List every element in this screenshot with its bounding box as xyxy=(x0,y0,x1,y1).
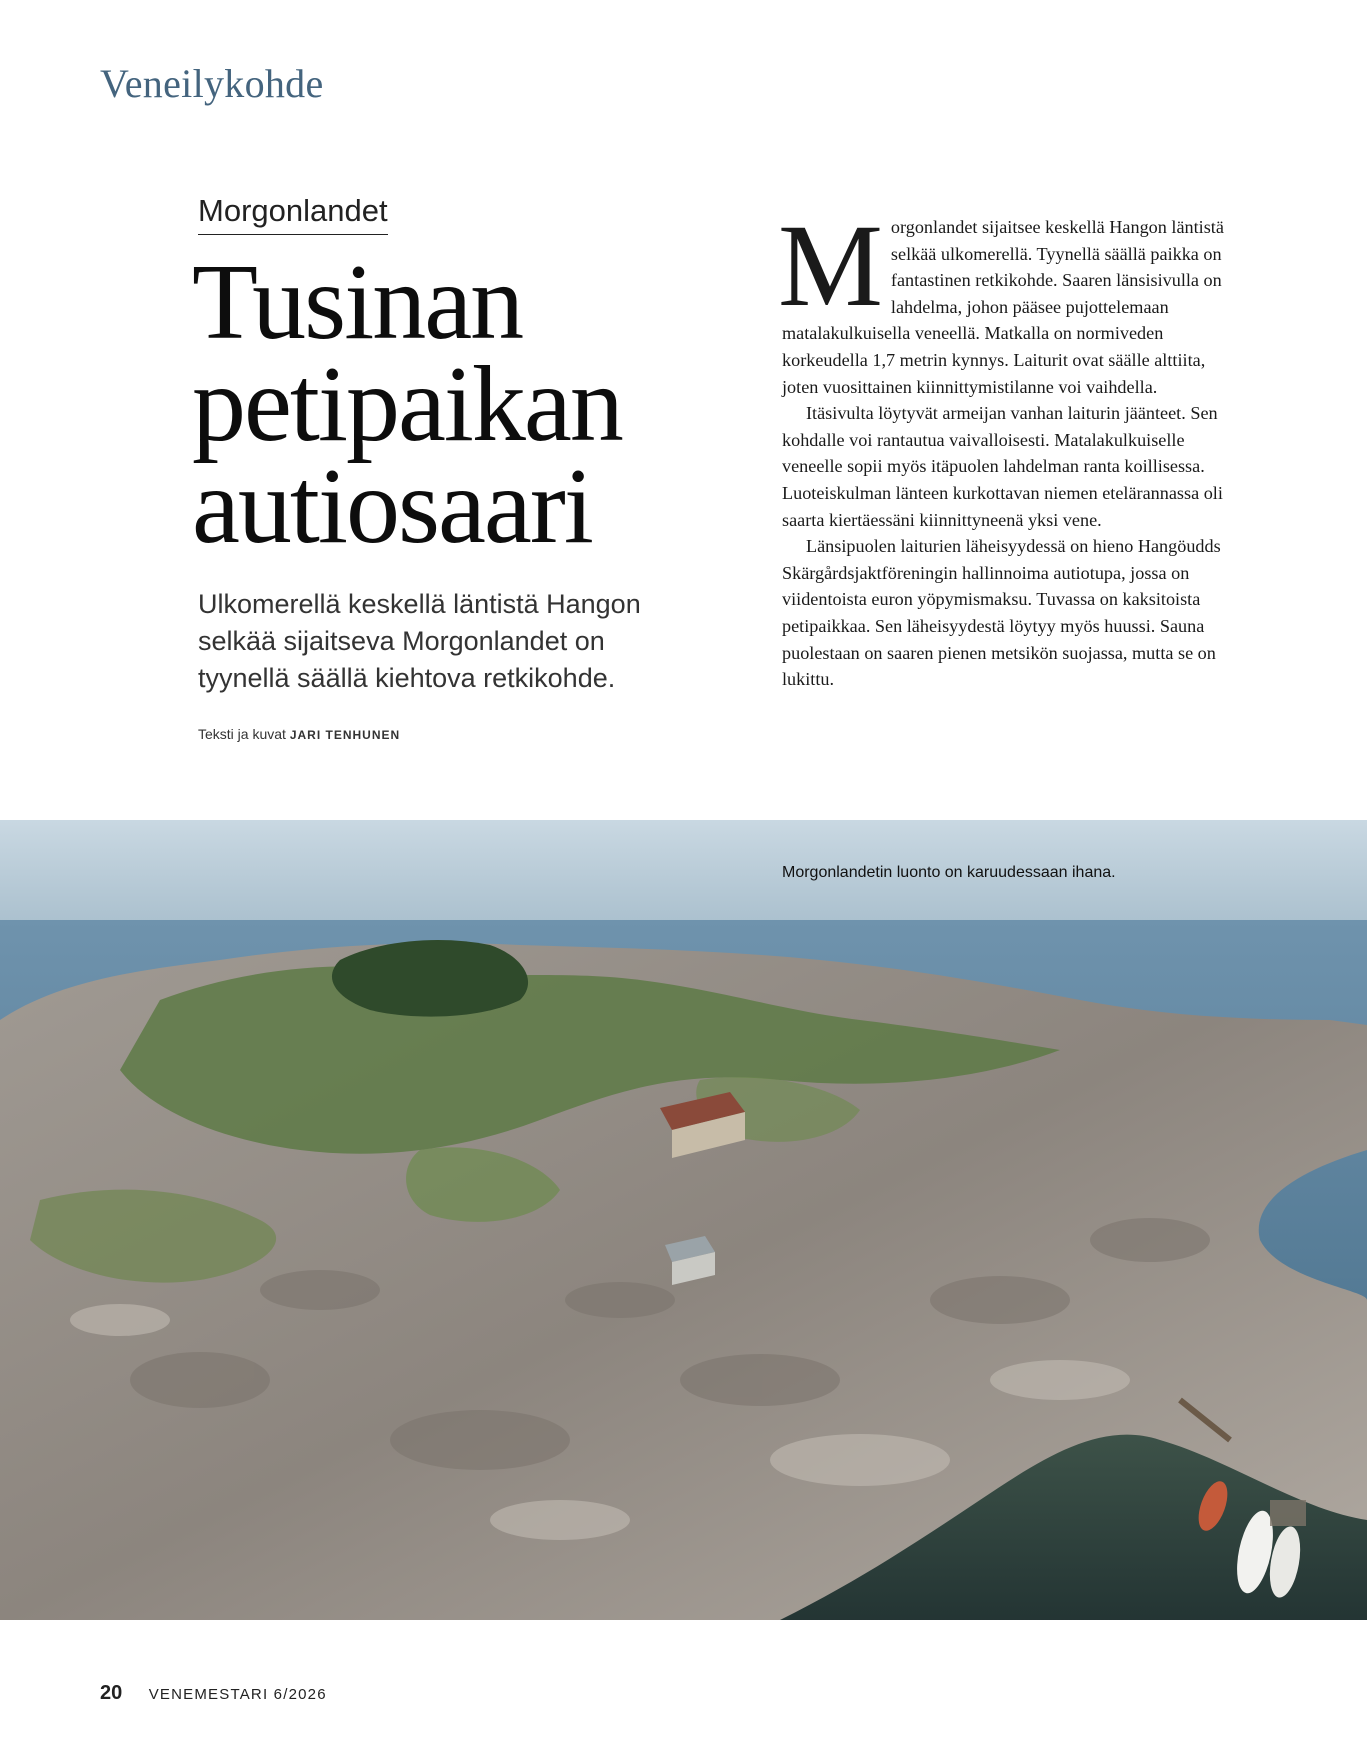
body-paragraph-3: Länsipuolen laiturien läheisyydessä on hieno Hangöudds Skärgårdsjaktföreningin hallinnoima autiotupa, jossa on viidentoista euron yöpymismaksu. Tuvassa on kaksitoista petipaikkaa. Sen läheisyydestä löytyy myös huussi. Sauna puolestaan on saaren pienen metsikön suojassa, mutta se on lukittu. xyxy=(782,536,1221,690)
photo-caption: Morgonlandetin luonto on karuudessaan ihana. xyxy=(782,864,1116,881)
byline-prefix: Teksti ja kuvat xyxy=(198,726,286,742)
body-paragraph-1-text: orgonlandet sijaitsee keskellä Hangon läntistä selkää ulkomerellä. Tyynellä säällä paikka on fantastinen retkikohde. Saaren länsisivulla on lahdelma, johon pääsee pujottelemaan matalakulkuisella veneellä. Matkalla on normiveden korkeudella 1,7 metrin kynnys. Laiturit ovat säälle alttiita, joten vuosittainen kiinnittymistilanne voi vaihdella. xyxy=(782,217,1224,397)
article-body xyxy=(778,200,1244,693)
byline xyxy=(198,726,400,742)
magazine-issue: VENEMESTARI 6/2026 xyxy=(148,1686,327,1703)
lead-paragraph: Ulkomerellä keskellä läntistä Hangon selkää sijaitseva Morgonlandet on tyynellä säällä kiehtova retkikohde. xyxy=(198,589,641,693)
kicker: Morgonlandet xyxy=(198,192,388,235)
body-paragraph-2: Itäsivulta löytyvät armeijan vanhan laiturin jäänteet. Sen kohdalle voi rantautua vaivalloisesti. Matalakulkuiselle veneelle sopii myös itäpuolen lahdelman ranta koillisessa. Luoteiskulman länteen kurkottavan niemen etelärannassa oli saarta kiertäessäni kiinnittyneenä yksi vene. xyxy=(782,403,1223,530)
page-footer xyxy=(100,1682,327,1705)
headline-line-1: Tusinan xyxy=(192,243,523,362)
byline-author: JARI TENHUNEN xyxy=(289,728,401,742)
headline-line-2: petipaikan xyxy=(192,345,622,464)
section-label: Veneilykohde xyxy=(100,61,324,106)
body-paragraph-1 xyxy=(778,200,1244,400)
island-aerial-photo xyxy=(0,820,1367,1620)
drop-cap: M xyxy=(778,200,883,331)
page-number: 20 xyxy=(100,1682,123,1704)
headline xyxy=(192,243,712,566)
headline-line-3: autiosaari xyxy=(192,447,592,566)
